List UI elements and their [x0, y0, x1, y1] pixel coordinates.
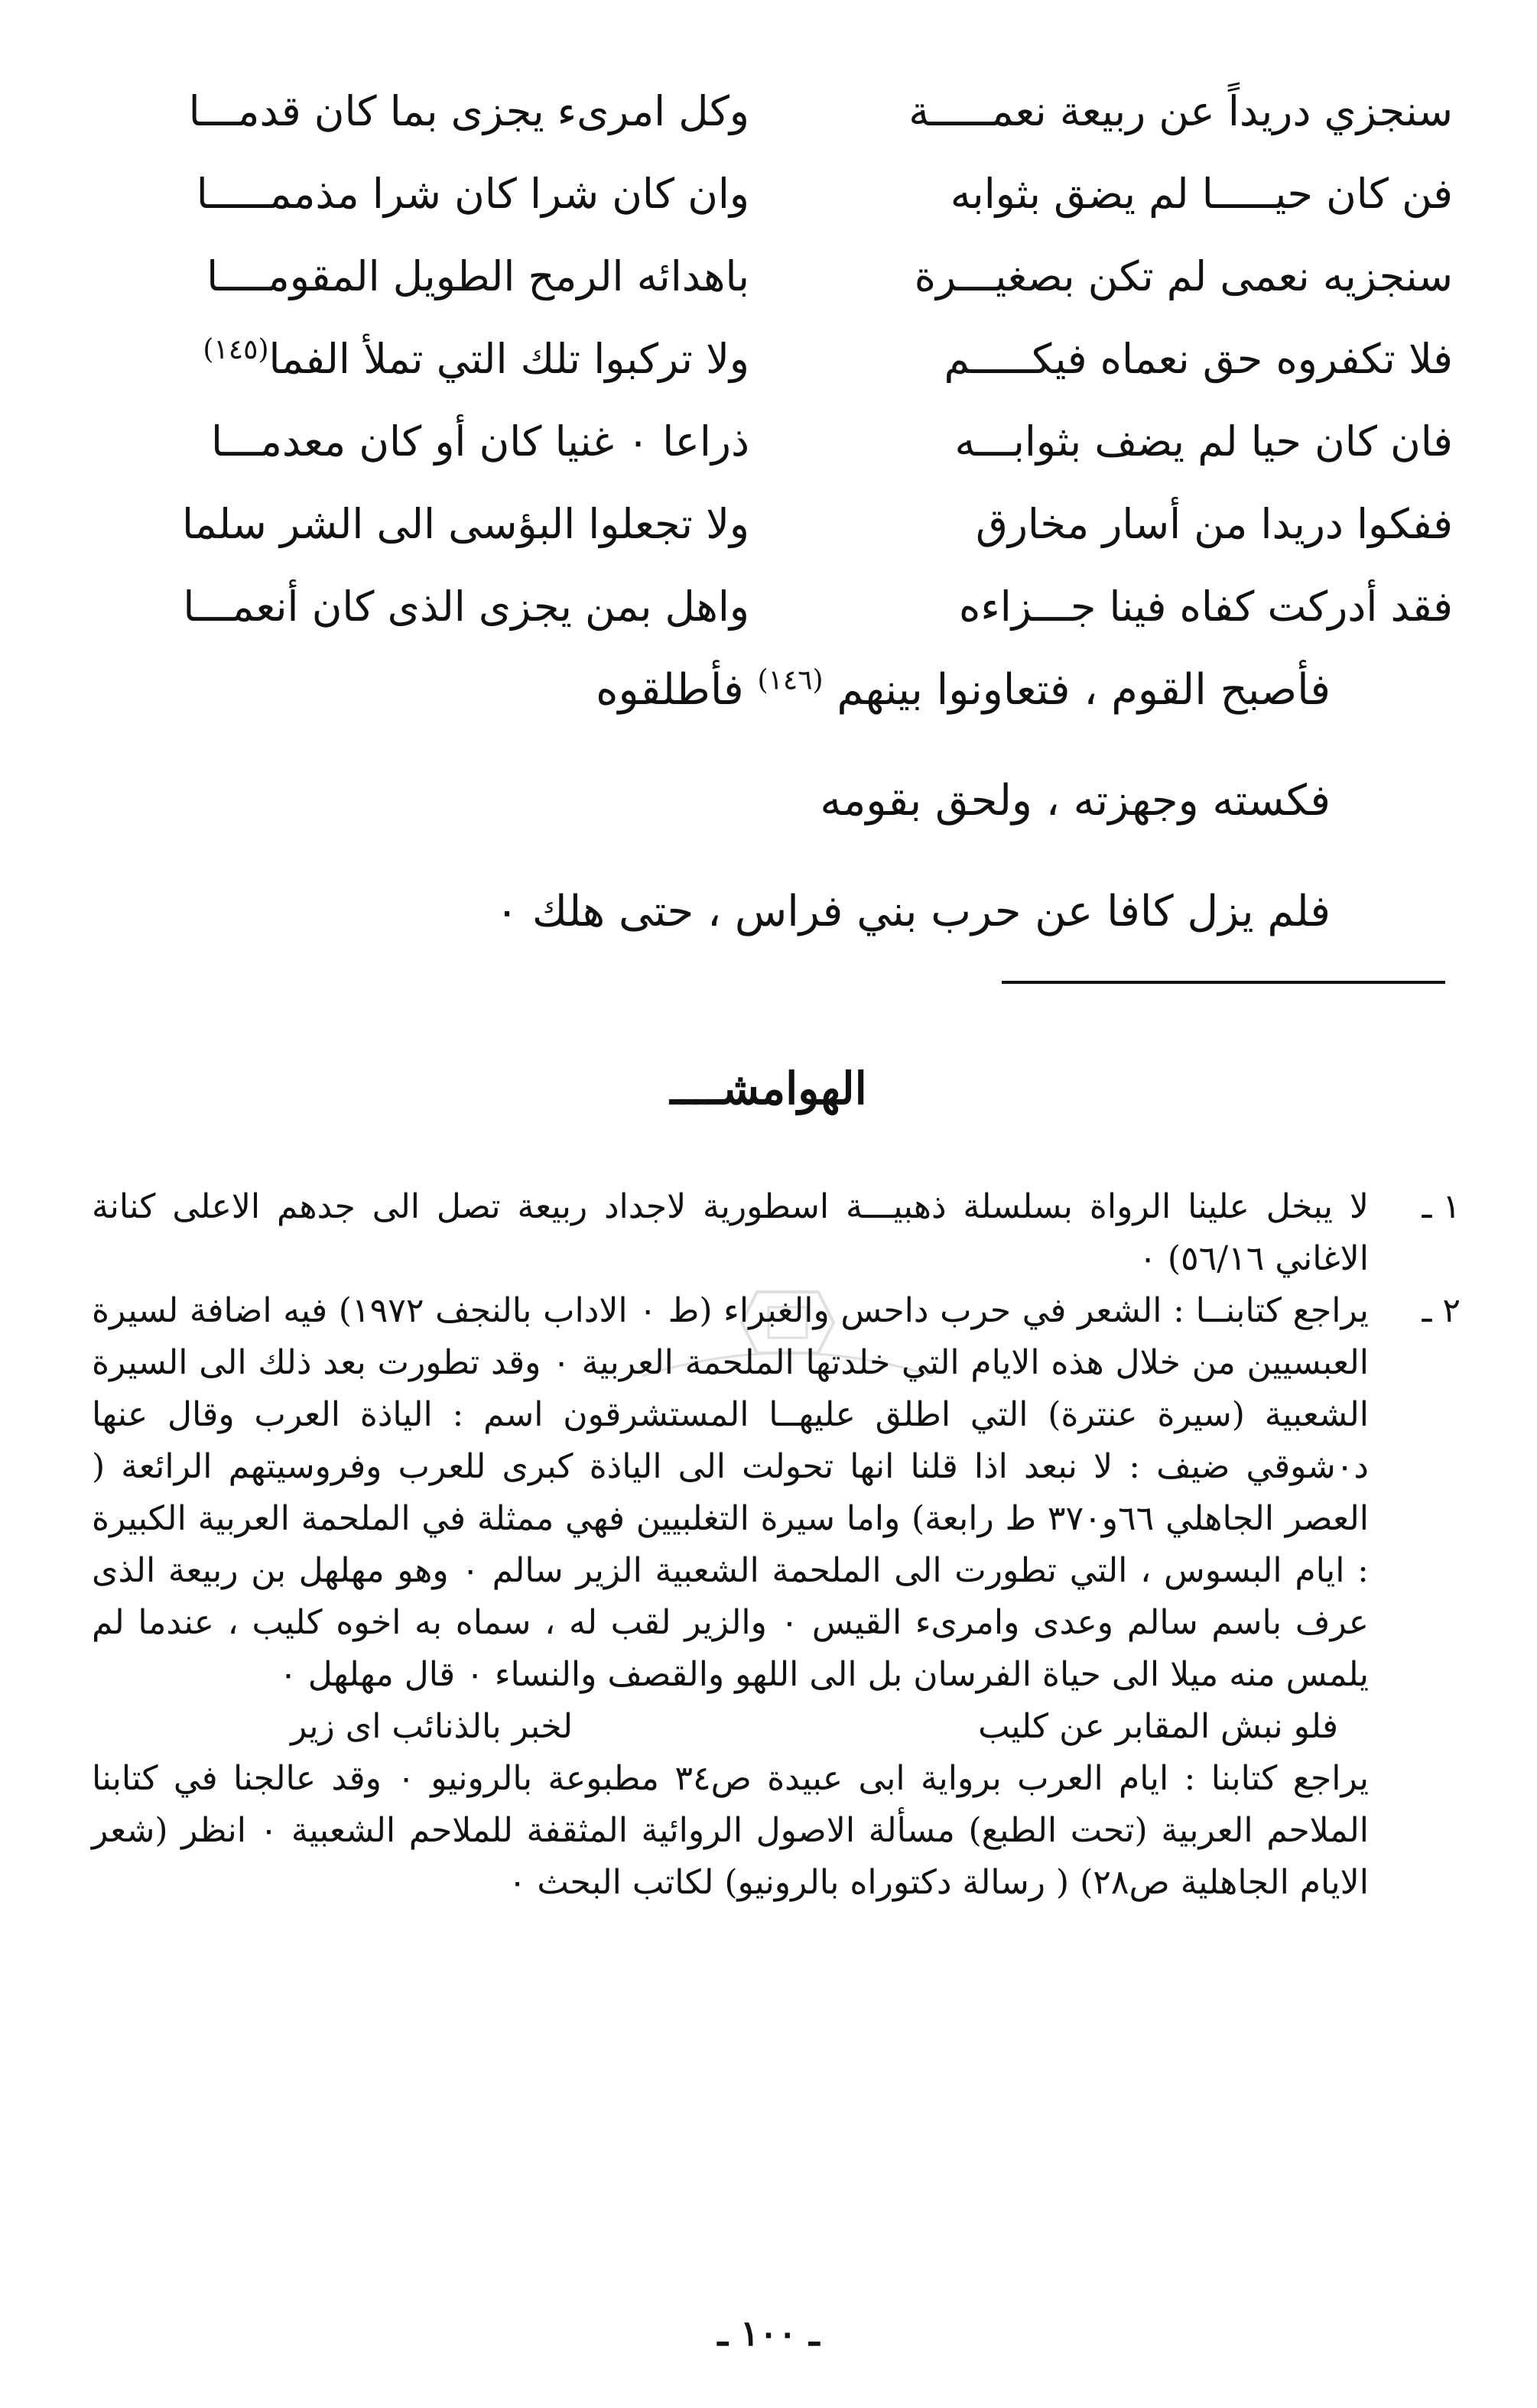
- poem-line-text: ولا تركبوا تلك التي تملأ الفما: [268, 335, 749, 383]
- poem-line: فن كان حيـــــا لم يضق بثوابه: [950, 170, 1453, 218]
- poem-column-left: [92, 70, 749, 648]
- footnote-text: يراجع كتابنا : ايام العرب برواية ابى عبيدة ص٣٤ مطبوعة بالرونيو ٠ وقد عالجنا في كتابنا الملاحم العربية (تحت الطبع) مسألة الاصول الروائية المثقفة للملاحم الشعبية ٠ انظر (شعر الايام الجاهلية ص٢٨) ( رسالة دكتوراه بالرونيو) لكاتب البحث ٠: [92, 1759, 1369, 1902]
- poem-line: فلا تكفروه حق نعماه فيكـــــم: [944, 335, 1453, 383]
- poem-line: باهدائه الرمح الطويل المقومــــا: [206, 252, 749, 300]
- prose-text: فأصبح القوم ، فتعاونوا بينهم: [837, 665, 1331, 715]
- prose-block: [222, 634, 1331, 967]
- footnotes-heading: الهوامشــــ: [670, 1063, 867, 1115]
- footnote-item: [92, 1285, 1461, 1909]
- poem-line: سنجزيه نعمى لم تكن بصغيـــرة: [914, 252, 1453, 300]
- poem-line: ذراعا ٠ غنيا كان أو كان معدمـــا: [211, 417, 749, 466]
- footnote-body: [92, 1285, 1369, 1909]
- poem-line: فقد أدركت كفاه فينا جـــزاءه: [959, 583, 1453, 631]
- prose-line: فلم يزل كافا عن حرب بني فراس ، حتى هلك ٠: [496, 887, 1331, 936]
- footnote-text: يراجع كتابنــا : الشعر في حرب داحس والغبراء (ط ٠ الاداب بالنجف ١٩٧٢) فيه اضافة لسيرة العبسيين من خلال هذه الايام التي خلدتها الملحمة العربية ٠ وقد تطورت بعد ذلك الى السيرة الشعبية (سيرة عنترة) التي اطلق عليهــا المستشرقون اسم : الياذة العرب وقال عنها د٠شوقي ضيف : لا نبعد اذا قلنا انها تحولت الى الياذة كبرى للعرب وفروسيتهم الرائعة ( العصر الجاهلي ٦٦و٣٧٠ ط رابعة) واما سيرة التغلبيين فهي ممثلة في الملحمة العربية الكبيرة : ايام البسوس ، التي تطورت الى الملحمة الشعبية الزير سالم ٠ وهو مهلهل بن ربيعة الذى عرف باسم سالم وعدى وامرىء القيس ٠ والزير لقب له ، سماه به اخوه كليب ، عندما لم يلمس منه ميلا الى حياة الفرسان بل الى اللهو والقصف والنساء ٠ قال مهلهل ٠: [92, 1291, 1370, 1694]
- footnote-separator: [1002, 981, 1445, 984]
- page-number: ـ ١٠٠ ـ: [717, 2312, 820, 2354]
- poem-line: ولا تجعلوا البؤسى الى الشر سلما: [182, 500, 749, 548]
- footnote-number: ١ ـ: [1422, 1187, 1461, 1226]
- poem-line: واهل بمن يجزى الذى كان أنعمـــا: [183, 583, 749, 631]
- prose-text: فأطلقوه: [596, 665, 744, 715]
- footnote-number: ٢ ـ: [1422, 1291, 1461, 1330]
- poem-column-right: [795, 70, 1453, 648]
- quoted-verse-hemistich: فلو نبش المقابر عن كليب: [978, 1707, 1338, 1746]
- footnote-ref-145[interactable]: (١٤٥): [203, 334, 269, 365]
- poem-line: وكل امرىء يجزى بما كان قدمـــا: [188, 87, 749, 135]
- footnote-text: لا يبخل علينا الرواة بسلسلة ذهبيـــة اسطورية لاجداد ربيعة تصل الى جدهم الاعلى كنانة الاغاني ٥٦/١٦) ٠: [92, 1187, 1369, 1278]
- footnote-ref-146[interactable]: (١٤٦): [757, 664, 824, 696]
- prose-line: [222, 634, 1331, 745]
- poem-line: سنجزي دريداً عن ربيعة نعمـــــة: [908, 87, 1453, 135]
- poem-line: [92, 318, 749, 401]
- quoted-verse: [92, 1701, 1369, 1753]
- footnote-item: [92, 1181, 1461, 1285]
- poem-line: ففكوا دريدا من أسار مخارق: [975, 500, 1453, 548]
- poem-line: وان كان شرا كان شرا مذممـــــا: [196, 170, 749, 218]
- footnotes-list: [92, 1181, 1461, 1909]
- prose-line: فكسته وجهزته ، ولحق بقومه: [820, 776, 1331, 826]
- poem-line: فان كان حيا لم يضف بثوابـــه: [954, 417, 1453, 466]
- quoted-verse-hemistich: لخبر بالذنائب اى زير: [291, 1707, 574, 1746]
